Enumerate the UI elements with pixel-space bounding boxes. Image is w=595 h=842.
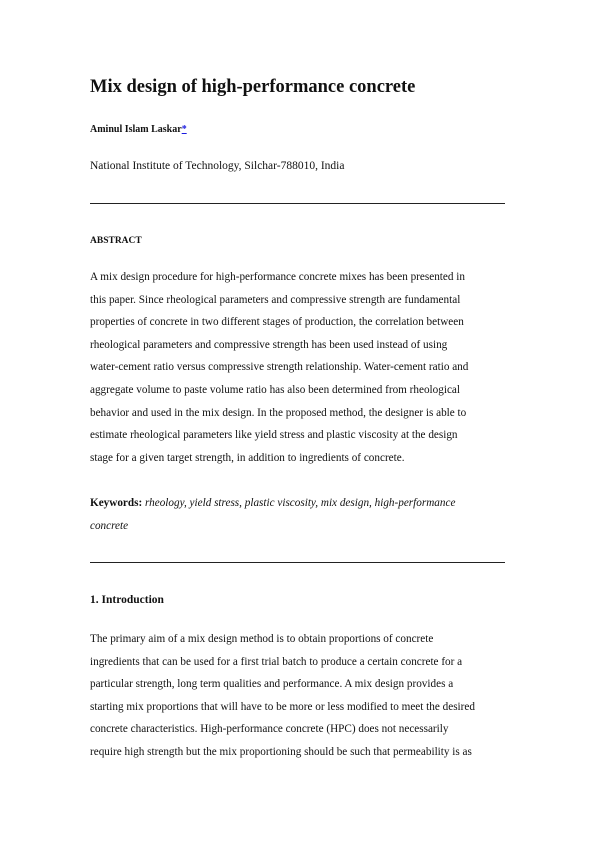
keywords-label: Keywords: [90,497,143,509]
abstract-line: this paper. Since rheological parameters and compressive strength are fundamental [90,293,461,306]
paper-title: Mix design of high-performance concrete [90,77,416,97]
abstract-line: rheological parameters and compressive strength has been used instead of using [90,338,448,351]
keywords-line [90,492,508,515]
abstract-line: estimate rheological parameters like yield stress and plastic viscosity at the design [90,429,458,442]
intro-line: require high strength but the mix proportioning should be such that permeability is as [90,745,472,758]
keywords-values-cont: concrete [90,519,129,532]
corresponding-author-link[interactable]: * [181,124,187,135]
keywords-values: rheology, yield stress, plastic viscosity, mix design, high-performance [145,497,456,509]
intro-line: The primary aim of a mix design method is to obtain proportions of concrete [90,633,434,645]
abstract-line: stage for a given target strength, in addition to ingredients of concrete. [90,451,405,464]
abstract-line: aggregate volume to paste volume ratio has also been determined from rheological [90,383,460,396]
author-line [90,124,187,135]
intro-line: particular strength, long term qualities and performance. A mix design provides a [90,678,454,691]
bottom-divider [90,562,505,563]
intro-line: concrete characteristics. High-performance concrete (HPC) does not necessarily [90,723,449,736]
author-name: Aminul Islam Laskar [90,124,182,135]
intro-line: starting mix proportions that will have to be more or less modified to meet the desired [90,700,475,713]
abstract-line: behavior and used in the mix design. In the proposed method, the designer is able to [90,406,467,419]
intro-line: ingredients that can be used for a first trial batch to produce a certain concrete for a [90,655,463,668]
affiliation: National Institute of Technology, Silchar-788010, India [90,160,345,172]
abstract-heading: ABSTRACT [90,236,142,246]
introduction-body [90,628,508,764]
abstract-line: water-cement ratio versus compressive strength relationship. Water-cement ratio and [90,361,469,374]
top-divider [90,203,505,204]
abstract-line: A mix design procedure for high-performance concrete mixes has been presented in [90,271,465,283]
section-heading-introduction: 1. Introduction [90,594,164,606]
abstract-line: properties of concrete in two different stages of production, the correlation between [90,316,464,329]
abstract-body [90,266,508,469]
keywords [90,492,508,537]
